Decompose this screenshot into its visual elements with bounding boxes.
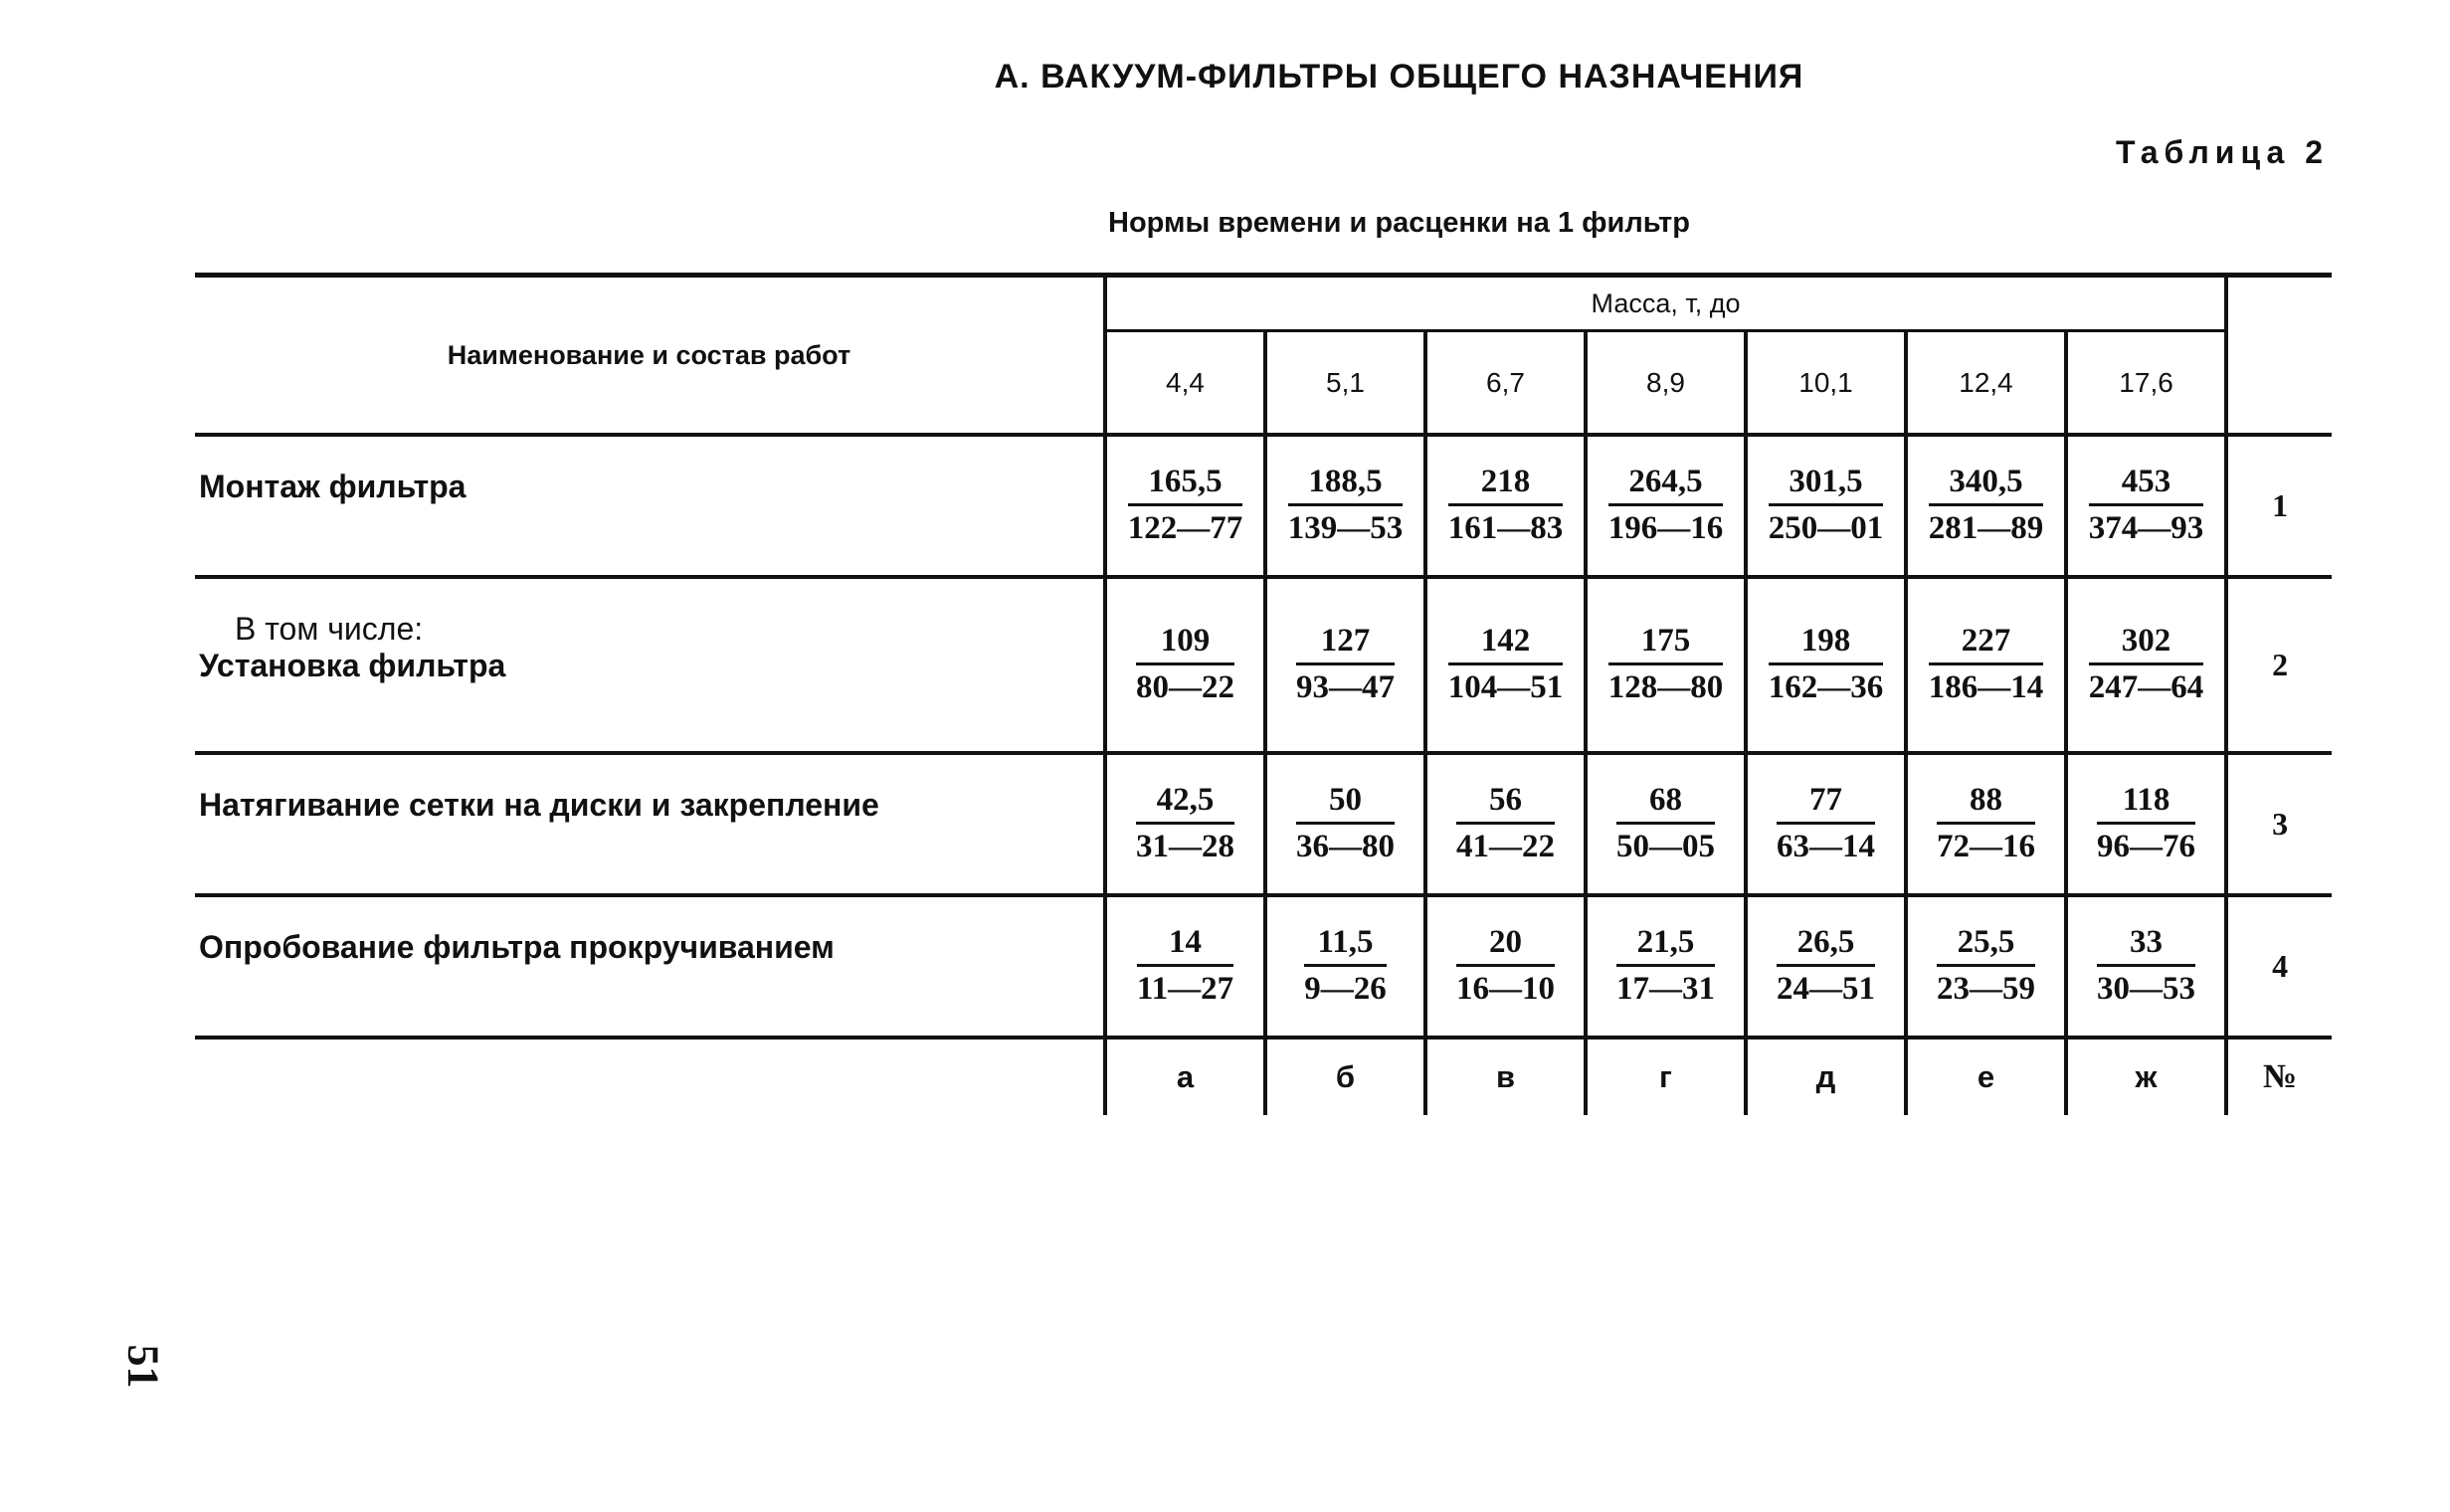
- value-cell: [1105, 577, 1265, 753]
- norms-table: [195, 273, 2332, 1115]
- price-rate: 24—51: [1777, 971, 1875, 1007]
- table-caption: Нормы времени и расценки на 1 фильтр: [1108, 207, 1690, 239]
- time-norm: 42,5: [1136, 782, 1234, 825]
- value-cell: [1265, 577, 1425, 753]
- row-number: 3: [2226, 753, 2332, 895]
- row-number: 4: [2226, 895, 2332, 1038]
- column-letter: ж: [2066, 1038, 2226, 1115]
- mass-column-header: 4,4: [1105, 331, 1265, 435]
- price-rate: 128—80: [1607, 669, 1724, 705]
- value-cell: [1425, 435, 1586, 577]
- price-rate: 72—16: [1937, 829, 2035, 864]
- time-norm: 264,5: [1608, 464, 1724, 506]
- column-letter: б: [1265, 1038, 1425, 1115]
- footer-blank: [195, 1038, 1105, 1115]
- work-name-cell: [195, 435, 1105, 577]
- value-cell: [1586, 895, 1746, 1038]
- section-title: А. ВАКУУМ-ФИЛЬТРЫ ОБЩЕГО НАЗНАЧЕНИЯ: [994, 58, 1804, 95]
- value-cell: [2066, 435, 2226, 577]
- value-cell: [1586, 577, 1746, 753]
- price-rate: 31—28: [1136, 829, 1234, 864]
- value-cell: [1906, 895, 2066, 1038]
- price-rate: 96—76: [2097, 829, 2196, 864]
- price-rate: 250—01: [1768, 510, 1884, 546]
- value-cell: [1265, 753, 1425, 895]
- price-rate: 41—22: [1456, 829, 1555, 864]
- time-norm: 340,5: [1929, 464, 2044, 506]
- value-cell: [2066, 753, 2226, 895]
- time-norm: 109: [1136, 623, 1234, 665]
- price-rate: 30—53: [2097, 971, 2196, 1007]
- price-rate: 186—14: [1928, 669, 2044, 705]
- value-cell: [1265, 895, 1425, 1038]
- work-name-prefix: В том числе:: [235, 611, 424, 647]
- price-rate: 23—59: [1937, 971, 2035, 1007]
- table-number: Таблица 2: [2115, 134, 2329, 170]
- mass-column-header: 10,1: [1746, 331, 1906, 435]
- value-cell: [1906, 435, 2066, 577]
- time-norm: 142: [1448, 623, 1564, 665]
- work-name-label: Натягивание сетки на диски и закрепление: [199, 787, 879, 823]
- price-rate: 16—10: [1456, 971, 1555, 1007]
- value-cell: [1906, 753, 2066, 895]
- time-norm: 218: [1448, 464, 1564, 506]
- value-cell: [1586, 435, 1746, 577]
- time-norm: 118: [2097, 782, 2195, 825]
- mass-column-header: 5,1: [1265, 331, 1425, 435]
- value-cell: [1746, 435, 1906, 577]
- table-row: [195, 435, 2332, 577]
- price-rate: 139—53: [1287, 510, 1404, 546]
- value-cell: [2066, 895, 2226, 1038]
- work-name-label: Монтаж фильтра: [199, 469, 467, 504]
- column-letter: г: [1586, 1038, 1746, 1115]
- price-rate: 196—16: [1607, 510, 1724, 546]
- time-norm: 127: [1296, 623, 1395, 665]
- price-rate: 93—47: [1296, 669, 1395, 705]
- value-cell: [1906, 577, 2066, 753]
- value-cell: [1586, 753, 1746, 895]
- work-name-cell: [195, 577, 1105, 753]
- time-norm: 11,5: [1304, 924, 1387, 967]
- time-norm: 198: [1769, 623, 1884, 665]
- mass-column-header: 8,9: [1586, 331, 1746, 435]
- time-norm: 188,5: [1288, 464, 1404, 506]
- price-rate: 80—22: [1136, 669, 1234, 705]
- price-rate: 17—31: [1616, 971, 1715, 1007]
- table-row: [195, 895, 2332, 1038]
- mass-column-header: 6,7: [1425, 331, 1586, 435]
- price-rate: 281—89: [1928, 510, 2044, 546]
- time-norm: 25,5: [1937, 924, 2035, 967]
- time-norm: 56: [1456, 782, 1555, 825]
- value-cell: [1105, 895, 1265, 1038]
- value-cell: [1425, 753, 1586, 895]
- value-cell: [2066, 577, 2226, 753]
- work-name-cell: [195, 753, 1105, 895]
- price-rate: 161—83: [1447, 510, 1564, 546]
- time-norm: 77: [1777, 782, 1875, 825]
- table-row: [195, 577, 2332, 753]
- work-name-label: Опробование фильтра прокручиванием: [199, 929, 835, 965]
- time-norm: 165,5: [1128, 464, 1243, 506]
- column-letter: е: [1906, 1038, 2066, 1115]
- work-name-label: Установка фильтра: [199, 648, 506, 683]
- value-cell: [1265, 435, 1425, 577]
- time-norm: 26,5: [1777, 924, 1875, 967]
- price-rate: 63—14: [1777, 829, 1875, 864]
- value-cell: [1746, 895, 1906, 1038]
- value-cell: [1425, 895, 1586, 1038]
- price-rate: 9—26: [1304, 971, 1387, 1007]
- time-norm: 33: [2097, 924, 2195, 967]
- time-norm: 227: [1929, 623, 2044, 665]
- mass-column-header: 17,6: [2066, 331, 2226, 435]
- column-letter: а: [1105, 1038, 1265, 1115]
- time-norm: 175: [1608, 623, 1724, 665]
- price-rate: 122—77: [1127, 510, 1243, 546]
- price-rate: 247—64: [2088, 669, 2204, 705]
- price-rate: 374—93: [2088, 510, 2204, 546]
- row-number: 2: [2226, 577, 2332, 753]
- table-row: [195, 753, 2332, 895]
- value-cell: [1746, 577, 1906, 753]
- price-rate: 162—36: [1768, 669, 1884, 705]
- price-rate: 11—27: [1136, 971, 1234, 1007]
- column-letter-row: [195, 1038, 2332, 1115]
- work-name-header: Наименование и состав работ: [195, 276, 1105, 436]
- column-letter: в: [1425, 1038, 1586, 1115]
- mass-header: Масса, т, до: [1105, 276, 2226, 331]
- page-number: 51: [118, 1344, 168, 1389]
- value-cell: [1746, 753, 1906, 895]
- time-norm: 88: [1937, 782, 2035, 825]
- value-cell: [1425, 577, 1586, 753]
- time-norm: 301,5: [1769, 464, 1884, 506]
- time-norm: 14: [1137, 924, 1233, 967]
- time-norm: 453: [2089, 464, 2204, 506]
- column-letter: д: [1746, 1038, 1906, 1115]
- number-sign: №: [2263, 1058, 2298, 1095]
- time-norm: 68: [1616, 782, 1715, 825]
- value-cell: [1105, 753, 1265, 895]
- time-norm: 50: [1296, 782, 1395, 825]
- work-name-cell: [195, 895, 1105, 1038]
- row-number: 1: [2226, 435, 2332, 577]
- price-rate: 50—05: [1616, 829, 1715, 864]
- price-rate: 104—51: [1447, 669, 1564, 705]
- time-norm: 20: [1456, 924, 1555, 967]
- mass-column-header: 12,4: [1906, 331, 2066, 435]
- row-number-header: [2226, 276, 2332, 436]
- value-cell: [1105, 435, 1265, 577]
- time-norm: 302: [2089, 623, 2204, 665]
- time-norm: 21,5: [1616, 924, 1715, 967]
- price-rate: 36—80: [1296, 829, 1395, 864]
